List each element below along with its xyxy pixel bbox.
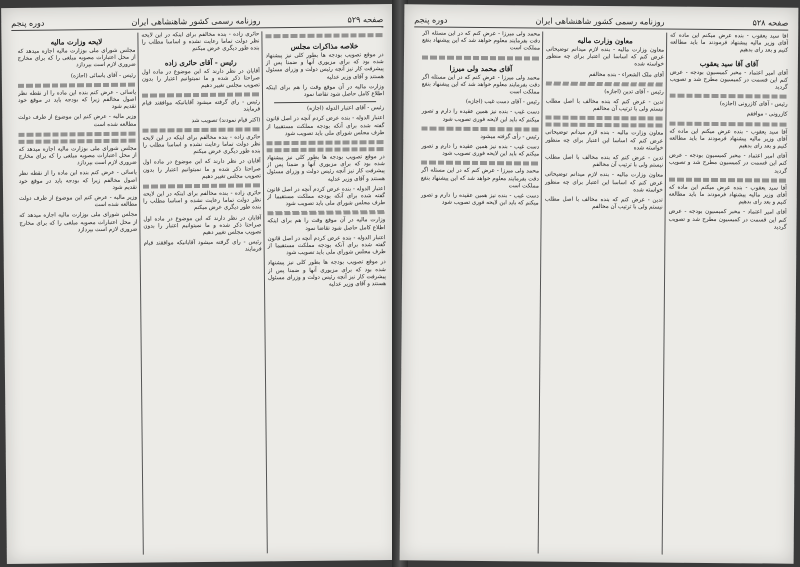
text-line-block [142, 93, 260, 98]
text-line-block [265, 33, 383, 38]
paragraph: معاون وزارت مالیه - بنده لازم میدانم توضیحاتی عرض کنم که اساسا این اعتبار برای چه منظور خواسته شده [544, 171, 663, 194]
paragraph: آقا سید یعقوب - بنده عرض میکنم این ماده که آقای وزیر مالیه پیشنهاد فرمودند ما باید مطالعه کنیم و بعد رای بدهیم [669, 128, 788, 150]
paragraph: آقا سید یعقوب - بنده عرض میکنم این ماده که آقای وزیر مالیه پیشنهاد فرمودند ما باید مطالعه کنیم و بعد رای بدهیم [670, 32, 789, 55]
paragraph: آقا سید یعقوب - بنده عرض میکنم این ماده که آقای وزیر مالیه پیشنهاد فرمودند ما باید مطالعه کنیم و بعد رای بدهیم [668, 184, 787, 206]
left-page [1, 4, 399, 564]
paragraph: وزارت مالیه در آن موقع وقت را هم برای اینکه اطلاع کامل حاصل شود تقاضا نمود [267, 217, 386, 232]
right-page-number: صفحه ۵۲۸ [752, 17, 789, 28]
paragraph: آقای امیر اعتماد - مخبر کمیسیون بودجه - عرض کنم این قسمت در کمیسیون مطرح شد و تصویب گردید [668, 209, 787, 231]
paragraph: در موقع تصویب بودجه ها بطور کلی نیز پیشنهاد شده بود که برای مزبوری آنها و ضمنا پس از پیشرفت کار نیز آنچه رئیس دولت و وزرای مسئول هستند و آقای وزیر عدلیه [265, 52, 384, 81]
text-line-block [669, 177, 787, 182]
paragraph: دست غیب - بنده نیز همین عقیده را دارم و تصور میکنم که باید این لایحه فوری تصویب شود [421, 143, 540, 158]
paragraph: دست غیب - بنده نیز همین عقیده را دارم و تصور میکنم که باید این لایحه فوری تصویب شود [420, 192, 539, 207]
column-heading: خلاصه مذاکرات مجلس [290, 41, 359, 52]
paragraph: وزیر مالیه - عرض کنم این موضوع از طرف دولت مطالعه شده است [18, 114, 137, 128]
paragraph: وزیر مالیه - عرض کنم این موضوع از طرف دولت مطالعه شده است [19, 194, 138, 209]
text-line-block [18, 82, 136, 87]
right-columns [410, 30, 789, 555]
text-line-block [267, 211, 385, 216]
paragraph: مجلس شورای ملی بوزارت مالیه اجازه میدهد که از محل اعتبارات مصوبه مبلغی را که برای مخارج ضروری لازم است بپردازد [18, 145, 137, 167]
column-heading: لایحه وزارت مالیه [50, 37, 103, 47]
right-page-header [414, 12, 788, 30]
paragraph: در موقع تصویب بودجه ها بطور کلی نیز پیشنهاد شده بود که برای مزبوری آنها و ضمنا پس از پیشرفت کار نیز آنچه رئیس دولت و وزرای مسئول هستند و آقای وزیر عدلیه [266, 154, 385, 183]
paragraph: معاون وزارت مالیه - بنده لازم میدانم توضیحاتی عرض کنم که اساسا این اعتبار برای چه منظور خواسته شده [545, 129, 664, 152]
paragraph: آقایان در نظر دارند که این موضوع در ماده اول صراحتا ذکر شده و ما نمیتوانیم اعتبار را بدون تصویب مجلس تغییر دهیم [141, 67, 260, 89]
text-line-block [670, 94, 788, 99]
paragraph: کازرونی - موافقم [746, 111, 788, 119]
left-page-number: صفحه ۵۲۹ [347, 14, 384, 24]
left-page-header [11, 12, 383, 31]
text-line-block [545, 116, 663, 121]
column-heading: معاون وزارت مالیه [577, 35, 633, 46]
text-line-block [421, 161, 539, 166]
text-line-block [18, 138, 136, 143]
right-page [400, 4, 799, 563]
right-section-label: دوره پنجم [414, 14, 448, 25]
paragraph: یاسائی - عرض کنم بنده این ماده را از نقطه نظر اصول مخالفم زیرا که بودجه باید در موقع خود تقدیم شود [18, 170, 138, 191]
left-section-label: دوره پنجم [11, 18, 45, 28]
paragraph: حائری زاده - بنده مخالفم برای اینکه در این لایحه نظر دولت تماما رعایت نشده و اساسا مطلب را بنده طور دیگری عرض میکنم [143, 190, 262, 212]
paragraph: یاسائی - عرض کنم بنده این ماده را از نقطه نظر اصول مخالفم زیرا که بودجه باید در موقع خود تقدیم شود [17, 89, 137, 111]
paragraph: تدین - عرض کنم که بنده مخالف با اصل مطلب نیستم ولی با ترتیب آن مخالفم [545, 98, 664, 113]
right-column-3 [418, 30, 541, 553]
text-line-block [545, 123, 663, 128]
paragraph: معاون وزارت مالیه - بنده لازم میدانم توضیحاتی عرض کنم که اساسا این اعتبار برای چه منظور خواسته شده [545, 46, 665, 68]
right-column-2 [542, 32, 665, 555]
paragraph: حائری زاده - بنده مخالفم برای اینکه در این لایحه نظر دولت تماما رعایت نشده و اساسا مطلب را بنده طور دیگری عرض میکنم [142, 134, 261, 156]
paragraph: اعتبار الدوله - بنده عرض کردم آنچه در اصل قانون گفته شده برای آنکه بودجه مملکت مستقیما از طرف مجلس شورای ملی باید تصویب شود [267, 234, 386, 257]
paragraph: محمد ولی میرزا - عرض کنم که در این مسئله اگر دقت بفرمایند معلوم خواهد شد که این پیشنهاد بنفع مملکت است [420, 167, 540, 190]
paragraph: آقای ملک الشعراء - بنده مخالفم [588, 71, 664, 79]
paragraph: مجلس شورای ملی بوزارت مالیه اجازه میدهد که از محل اعتبارات مصوبه مبلغی را که برای مخارج ضروری لازم است بپردازد [19, 212, 138, 234]
paragraph: آقای امیر اعتماد - مخبر کمیسیون بودجه - عرض کنم این قسمت در کمیسیون مطرح شد و تصویب گردید [669, 152, 788, 175]
text-line-block [422, 55, 540, 60]
right-column-1 [666, 33, 789, 556]
paragraph: رئیس - آقای کازرونی (اجازه) [719, 101, 788, 108]
paragraph: اعتبار الدوله - بنده عرض کردم آنچه در اصل قانون گفته شده برای آنکه بودجه مملکت مستقیما از طرف مجلس شورای ملی باید تصویب شود [266, 115, 385, 137]
paragraph: رئیس - رای گرفته میشود آقایانیکه موافقند قیام فرمایند [142, 99, 261, 113]
left-column-2 [141, 31, 264, 554]
paragraph: اعتبار الدوله - بنده عرض کردم آنچه در اصل قانون گفته شده برای آنکه بودجه مملکت مستقیما از طرف مجلس شورای ملی باید تصویب شود [266, 185, 386, 208]
paragraph: مجلس شورای ملی بوزارت مالیه اجازه میدهد که از محل اعتبارات مصوبه مبلغی را که برای مخارج ضروری لازم است بپردازد [17, 47, 136, 69]
paragraph: تدین - عرض کنم که بنده مخالف با اصل مطلب نیستم ولی با ترتیب آن مخالفم [545, 154, 664, 169]
text-line-block [142, 127, 260, 132]
column-heading: آقای آقا سید یعقوب [699, 58, 759, 68]
paragraph: دست غیب - بنده نیز همین عقیده را دارم و تصور میکنم که باید این لایحه فوری تصویب شود [421, 108, 540, 124]
paragraph: حائری زاده - بنده مخالفم برای اینکه در این لایحه نظر دولت تماما رعایت نشده و اساسا مطلب را بنده طور دیگری عرض میکنم [141, 31, 260, 53]
paragraph: وزارت مالیه در آن موقع وقت را هم برای اینکه اطلاع کامل حاصل شود تقاضا نمود [265, 83, 385, 98]
left-journal-title: روزنامه رسمی کشور شاهنشاهی ایران [131, 15, 261, 27]
divider [274, 101, 376, 103]
text-line-block [421, 126, 539, 131]
left-column-3 [17, 33, 140, 556]
paragraph: در موقع تصویب بودجه ها بطور کلی نیز پیشنهاد شده بود که برای مزبوری آنها و ضمنا پس از پیشرفت کار نیز آنچه رئیس دولت و وزرای مسئول هستند و آقای وزیر عدلیه [267, 259, 387, 288]
paragraph: رئیس - آقای تدین (اجازه) [604, 88, 664, 96]
paragraph: آقایان در نظر دارند که این موضوع در ماده اول صراحتا ذکر شده و ما نمیتوانیم اعتبار را بدون تصویب مجلس تغییر دهیم [143, 215, 262, 237]
left-column-1 [265, 30, 388, 553]
paragraph: آقای امیر اعتماد - مخبر کمیسیون بودجه - عرض کنم این قسمت در کمیسیون مطرح شد و تصویب گردید [669, 69, 788, 91]
text-line-block [143, 183, 261, 188]
right-journal-title: روزنامه رسمی کشور شاهنشاهی ایران [535, 15, 665, 27]
paragraph: رئیس - رای گرفته میشود آقایانیکه موافقند قیام فرمایند [143, 239, 262, 253]
paragraph: تدین - عرض کنم که بنده مخالف با اصل مطلب نیستم ولی با ترتیب آن مخالفم [544, 196, 663, 211]
paragraph: رئیس - رأی گرفته میشود [480, 133, 540, 141]
paragraph: آقایان در نظر دارند که این موضوع در ماده اول صراحتا ذکر شده و ما نمیتوانیم اعتبار را بدون تصویب مجلس تغییر دهیم [142, 158, 261, 180]
paragraph: رئیس - آقای اعتبار الدوله (اجازه) [306, 105, 385, 113]
paragraph: رئیس - آقای یاسائی (اجازه) [70, 72, 136, 79]
column-heading: آقای محمد ولی میرزا [449, 63, 513, 73]
text-line-block [18, 131, 136, 136]
paragraph: رئیس - آقای دست غیب (اجازه) [465, 99, 540, 106]
text-line-block [669, 121, 787, 126]
paragraph: محمد ولی میرزا - عرض کنم که در این مسئله اگر دقت بفرمایند معلوم خواهد شد که این پیشنهاد بنفع مملکت است [422, 30, 541, 52]
text-line-block [267, 147, 385, 152]
text-line-block [267, 140, 385, 145]
text-line-block [546, 81, 664, 86]
column-heading: رئیس - آقای حائری زاده [164, 57, 237, 67]
paragraph: (اکثر قیام نمودند) تصویب شد [191, 116, 261, 124]
paragraph: محمد ولی میرزا - عرض کنم که در این مسئله اگر دقت بفرمایند معلوم خواهد شد که این پیشنهاد بنفع مملکت است [421, 74, 540, 96]
left-columns [11, 30, 388, 556]
